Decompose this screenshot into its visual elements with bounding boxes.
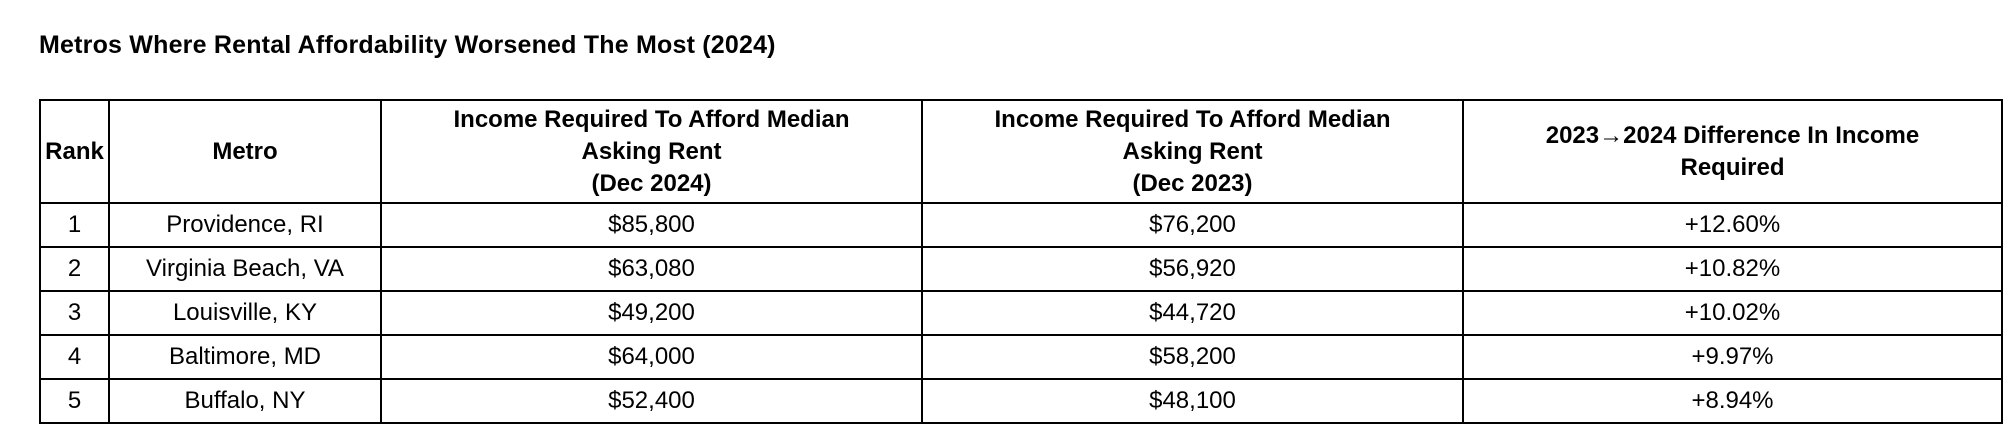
header-income-2023-line3: (Dec 2023) bbox=[1132, 169, 1253, 197]
difference-cell: +10.82% bbox=[1463, 247, 2002, 291]
header-income-2024-line1: Income Required To Afford Median bbox=[453, 105, 850, 133]
rank-cell: 4 bbox=[40, 335, 109, 379]
page-title: Metros Where Rental Affordability Worsened The Most (2024) bbox=[39, 31, 776, 59]
affordability-table bbox=[39, 99, 2003, 424]
header-metro-label: Metro bbox=[212, 137, 278, 165]
difference-cell: +10.02% bbox=[1463, 291, 2002, 335]
income-2023-cell: $44,720 bbox=[922, 291, 1463, 335]
income-2024-cell: $64,000 bbox=[381, 335, 922, 379]
income-2024-cell: $52,400 bbox=[381, 379, 922, 423]
header-income-2024 bbox=[381, 100, 922, 203]
header-income-2023-line2: Asking Rent bbox=[1122, 137, 1263, 165]
table-row bbox=[40, 335, 2002, 379]
rank-cell: 1 bbox=[40, 203, 109, 247]
rank-cell: 5 bbox=[40, 379, 109, 423]
income-2024-cell: $63,080 bbox=[381, 247, 922, 291]
income-2023-cell: $76,200 bbox=[922, 203, 1463, 247]
header-difference-line1: 2023→2024 Difference In Income bbox=[1545, 121, 1920, 149]
header-difference-line2: Required bbox=[1680, 153, 1785, 181]
metro-cell: Buffalo, NY bbox=[109, 379, 381, 423]
metro-cell: Louisville, KY bbox=[109, 291, 381, 335]
header-metro bbox=[109, 100, 381, 203]
income-2024-cell: $49,200 bbox=[381, 291, 922, 335]
table-row bbox=[40, 203, 2002, 247]
metro-cell: Baltimore, MD bbox=[109, 335, 381, 379]
income-2023-cell: $58,200 bbox=[922, 335, 1463, 379]
metro-cell: Virginia Beach, VA bbox=[109, 247, 381, 291]
header-income-2023-line1: Income Required To Afford Median bbox=[994, 105, 1391, 133]
table-row bbox=[40, 379, 2002, 423]
table-row bbox=[40, 247, 2002, 291]
income-2023-cell: $56,920 bbox=[922, 247, 1463, 291]
header-income-2024-line2: Asking Rent bbox=[581, 137, 722, 165]
rank-cell: 2 bbox=[40, 247, 109, 291]
header-income-2023 bbox=[922, 100, 1463, 203]
income-2023-cell: $48,100 bbox=[922, 379, 1463, 423]
difference-cell: +9.97% bbox=[1463, 335, 2002, 379]
table-header-row bbox=[40, 100, 2002, 203]
rank-cell: 3 bbox=[40, 291, 109, 335]
header-rank bbox=[40, 100, 109, 203]
header-difference bbox=[1463, 100, 2002, 203]
header-income-2024-line3: (Dec 2024) bbox=[591, 169, 712, 197]
table-row bbox=[40, 291, 2002, 335]
difference-cell: +12.60% bbox=[1463, 203, 2002, 247]
header-rank-label: Rank bbox=[45, 137, 104, 165]
income-2024-cell: $85,800 bbox=[381, 203, 922, 247]
metro-cell: Providence, RI bbox=[109, 203, 381, 247]
difference-cell: +8.94% bbox=[1463, 379, 2002, 423]
